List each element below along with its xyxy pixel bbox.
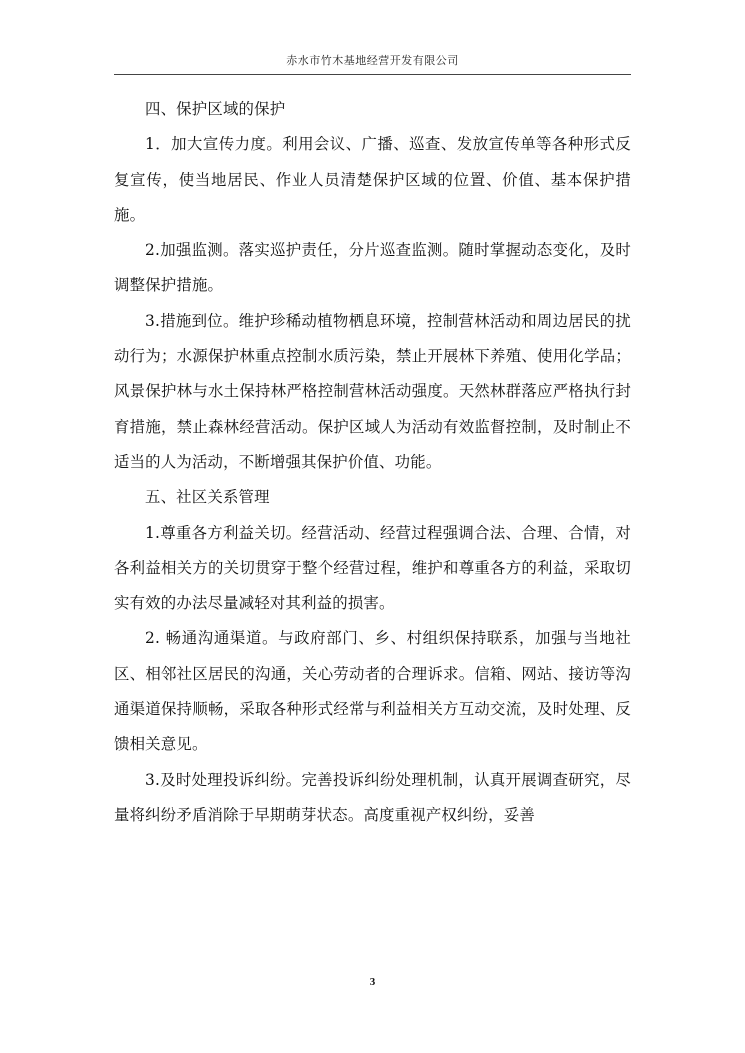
document-body: [114, 92, 631, 833]
page-header: 赤水市竹木基地经营开发有限公司: [286, 54, 459, 67]
paragraph-publicity: 1．加大宣传力度。利用会议、广播、巡查、发放宣传单等各种形式反复宣传，使当地居民、作业人员清楚保护区域的位置、价值、基本保护措施。: [114, 135, 631, 224]
paragraph-interests: 1.尊重各方利益关切。经营活动、经营过程强调合法、合理、合情，对各利益相关方的关切贯穿于整个经营过程，维护和尊重各方的利益，采取切实有效的办法尽量减轻对其利益的损害。: [114, 523, 631, 613]
paragraph-monitoring: 2.加强监测。落实巡护责任，分片巡查监测。随时掌握动态变化，及时调整保护措施。: [114, 241, 631, 295]
paragraph-communication: 2. 畅通沟通渠道。与政府部门、乡、村组织保持联系，加强与当地社区、相邻社区居民的沟通，关心劳动者的合理诉求。信箱、网站、接访等沟通渠道保持顺畅，采取各种形式经常与利益相关方互动交流，及时处理、反馈相关意见。: [114, 629, 631, 754]
section-heading-community: 五、社区关系管理: [145, 488, 270, 507]
section-heading-protection: 四、保护区域的保护: [145, 100, 286, 118]
header-divider: [114, 74, 631, 75]
paragraph-measures: 3.措施到位。维护珍稀动植物栖息环境，控制营林活动和周边居民的扰动行为；水源保护林重点控制水质污染，禁止开展林下养殖、使用化学品；风景保护林与水土保持林严格控制营林活动强度。天然林群落应严格执行封育措施，禁止森林经营活动。保护区域人为活动有效监督控制，及时制止不适当的人为活动，不断增强其保护价值、功能。: [114, 311, 631, 471]
paragraph-complaints: 3.及时处理投诉纠纷。完善投诉纠纷处理机制，认真开展调查研究，尽量将纠纷矛盾消除于早期萌芽状态。高度重视产权纠纷，妥善: [114, 770, 631, 824]
page-number: 3: [369, 976, 376, 988]
